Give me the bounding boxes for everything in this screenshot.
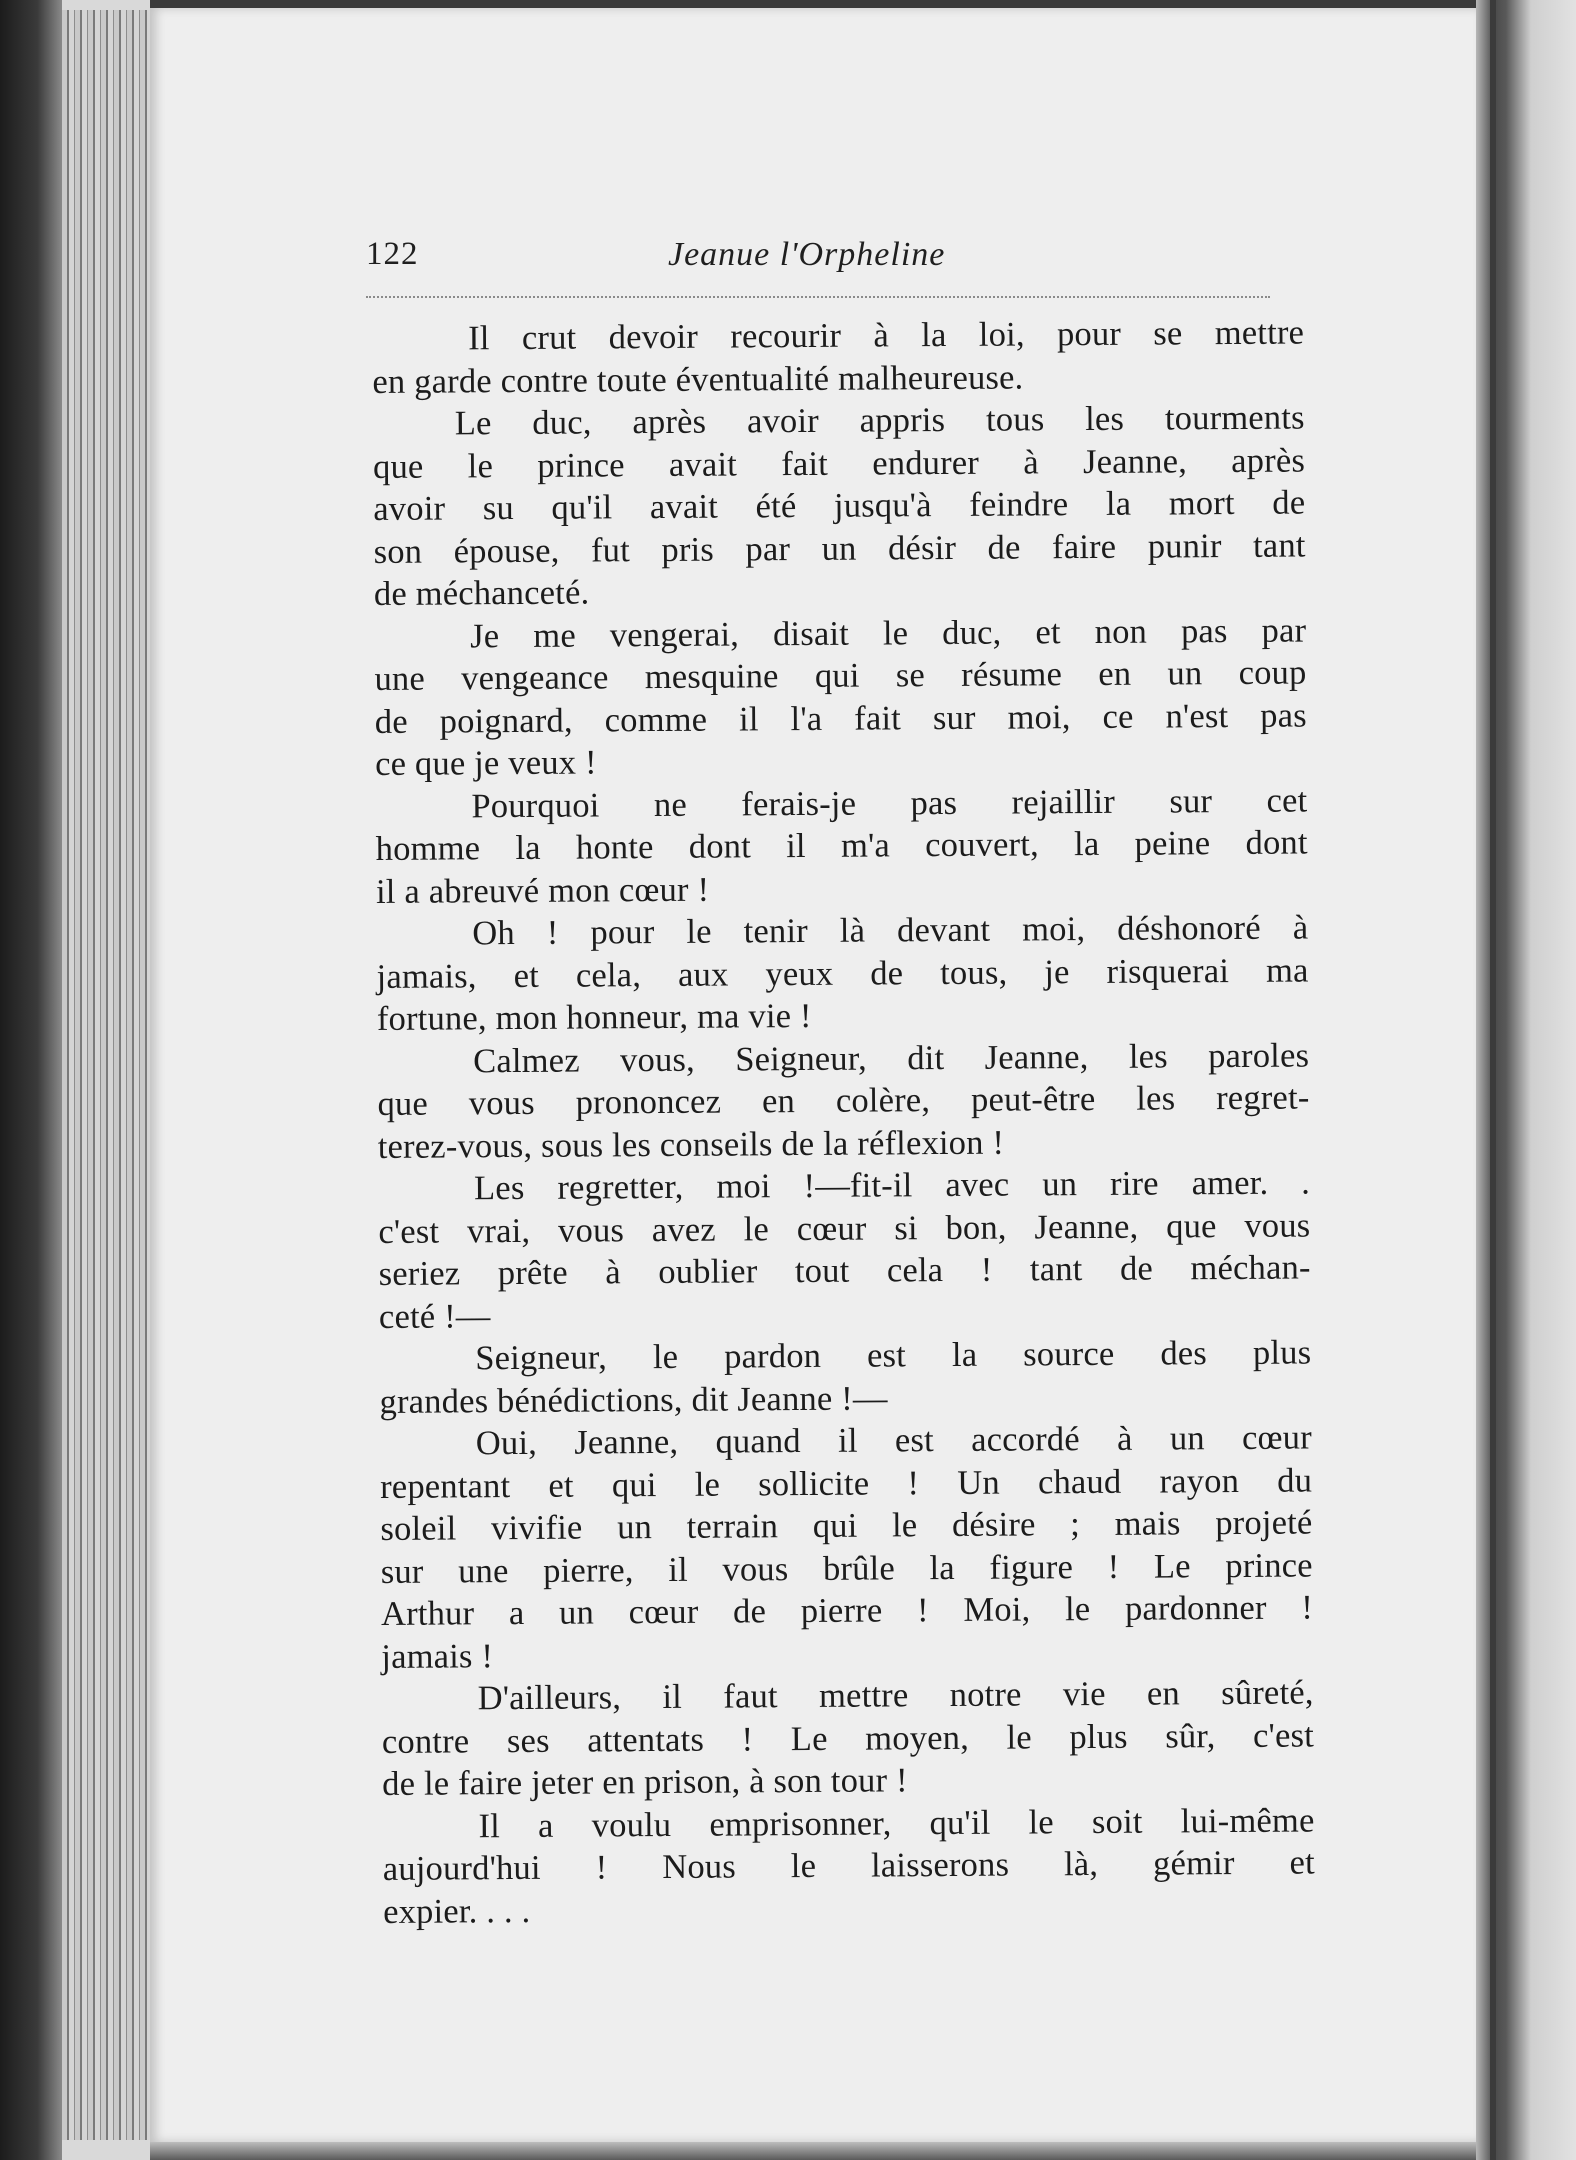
binding-shadow-line (1490, 0, 1496, 2160)
text-line: aujourd'hui ! Nous le laisserons là, gémir et (382, 1843, 1315, 1888)
text-line: Oh ! pour le tenir là devant moi, déshonoré à (472, 908, 1309, 953)
text-line: de méchanceté. (373, 573, 590, 613)
text-line: ce que je veux ! (374, 743, 597, 783)
text-line: ceté !— (378, 1296, 491, 1336)
text-line: seriez prête à oublier tout cela ! tant de méchan- (378, 1248, 1311, 1293)
text-line: Pourquoi ne ferais-je pas rejaillir sur cet (471, 780, 1308, 825)
scan-left-border (0, 0, 62, 2160)
text-line: Calmez vous, Seigneur, dit Jeanne, les paroles (473, 1035, 1310, 1080)
header-dotted-rule (366, 296, 1270, 298)
text-line: grandes bénédictions, dit Jeanne !— (379, 1378, 888, 1421)
text-line: Je me vengerai, disait le duc, et non pas par (470, 610, 1307, 655)
text-line: expier. . . . (382, 1891, 531, 1931)
text-line: homme la honte dont il m'a couvert, la peine dont (375, 823, 1308, 868)
text-line: Il a voulu emprisonner, qu'il le soit lui-même (478, 1800, 1315, 1845)
running-head (366, 236, 1266, 286)
text-line: c'est vrai, vous avez le cœur si bon, Jeanne, que vous (378, 1205, 1311, 1251)
text-line: une vengeance mesquine qui se résume en un coup (374, 653, 1307, 698)
text-line: de le faire jeter en prison, à son tour ! (382, 1761, 908, 1803)
text-line: soleil vivifie un terrain qui le désire ; mais projeté (380, 1503, 1313, 1548)
text-line: repentant et qui le sollicite ! Un chaud rayon du (380, 1460, 1313, 1506)
running-title: Jeanue l'Orpheline (668, 236, 946, 273)
text-line: jamais ! (381, 1636, 494, 1676)
text-line: fortune, mon honneur, ma vie ! (376, 996, 812, 1038)
text-line: jamais, et cela, aux yeux de tous, je risquerai ma (376, 950, 1309, 996)
scan-bottom-border (150, 2142, 1476, 2160)
text-line: Seigneur, le pardon est la source des plus (475, 1333, 1312, 1378)
text-line: Les regretter, moi !—fit-il avec un rire amer. . (473, 1163, 1311, 1208)
text-line: Arthur a un cœur de pierre ! Moi, le pardonner ! (380, 1588, 1314, 1633)
book-page-edges (62, 10, 158, 2140)
text-line: que vous prononcez en colère, peut-être les regret- (377, 1078, 1310, 1123)
text-line: Oui, Jeanne, quand il est accordé à un cœur (475, 1418, 1312, 1463)
text-line: D'ailleurs, il faut mettre notre vie en sûreté, (477, 1673, 1314, 1718)
text-line: avoir su qu'il avait été jusqu'à feindre la mort de (373, 483, 1306, 528)
page-number: 122 (366, 236, 419, 272)
text-line: il a abreuvé mon cœur ! (375, 870, 710, 911)
body-text (372, 311, 1315, 1932)
text-line: terez-vous, sous les conseils de la réflexion ! (377, 1123, 1005, 1166)
text-line: en garde contre toute éventualité malheureuse. (372, 357, 1024, 401)
text-line: sur une pierre, il vous brûle la figure ! Le prince (380, 1545, 1313, 1591)
text-line: que le prince avait fait endurer à Jeanne, après (372, 440, 1306, 486)
scan-top-border (150, 0, 1476, 8)
text-line: Le duc, après avoir appris tous les tourments (454, 398, 1305, 443)
text-line: contre ses attentats ! Le moyen, le plus sûr, c'est (381, 1715, 1315, 1761)
text-line: Il crut devoir recourir à la loi, pour se mettre (468, 313, 1305, 358)
text-line: son épouse, fut pris par un désir de faire punir tant (373, 525, 1306, 571)
text-line: de poignard, comme il l'a fait sur moi, ce n'est pas (374, 695, 1307, 741)
